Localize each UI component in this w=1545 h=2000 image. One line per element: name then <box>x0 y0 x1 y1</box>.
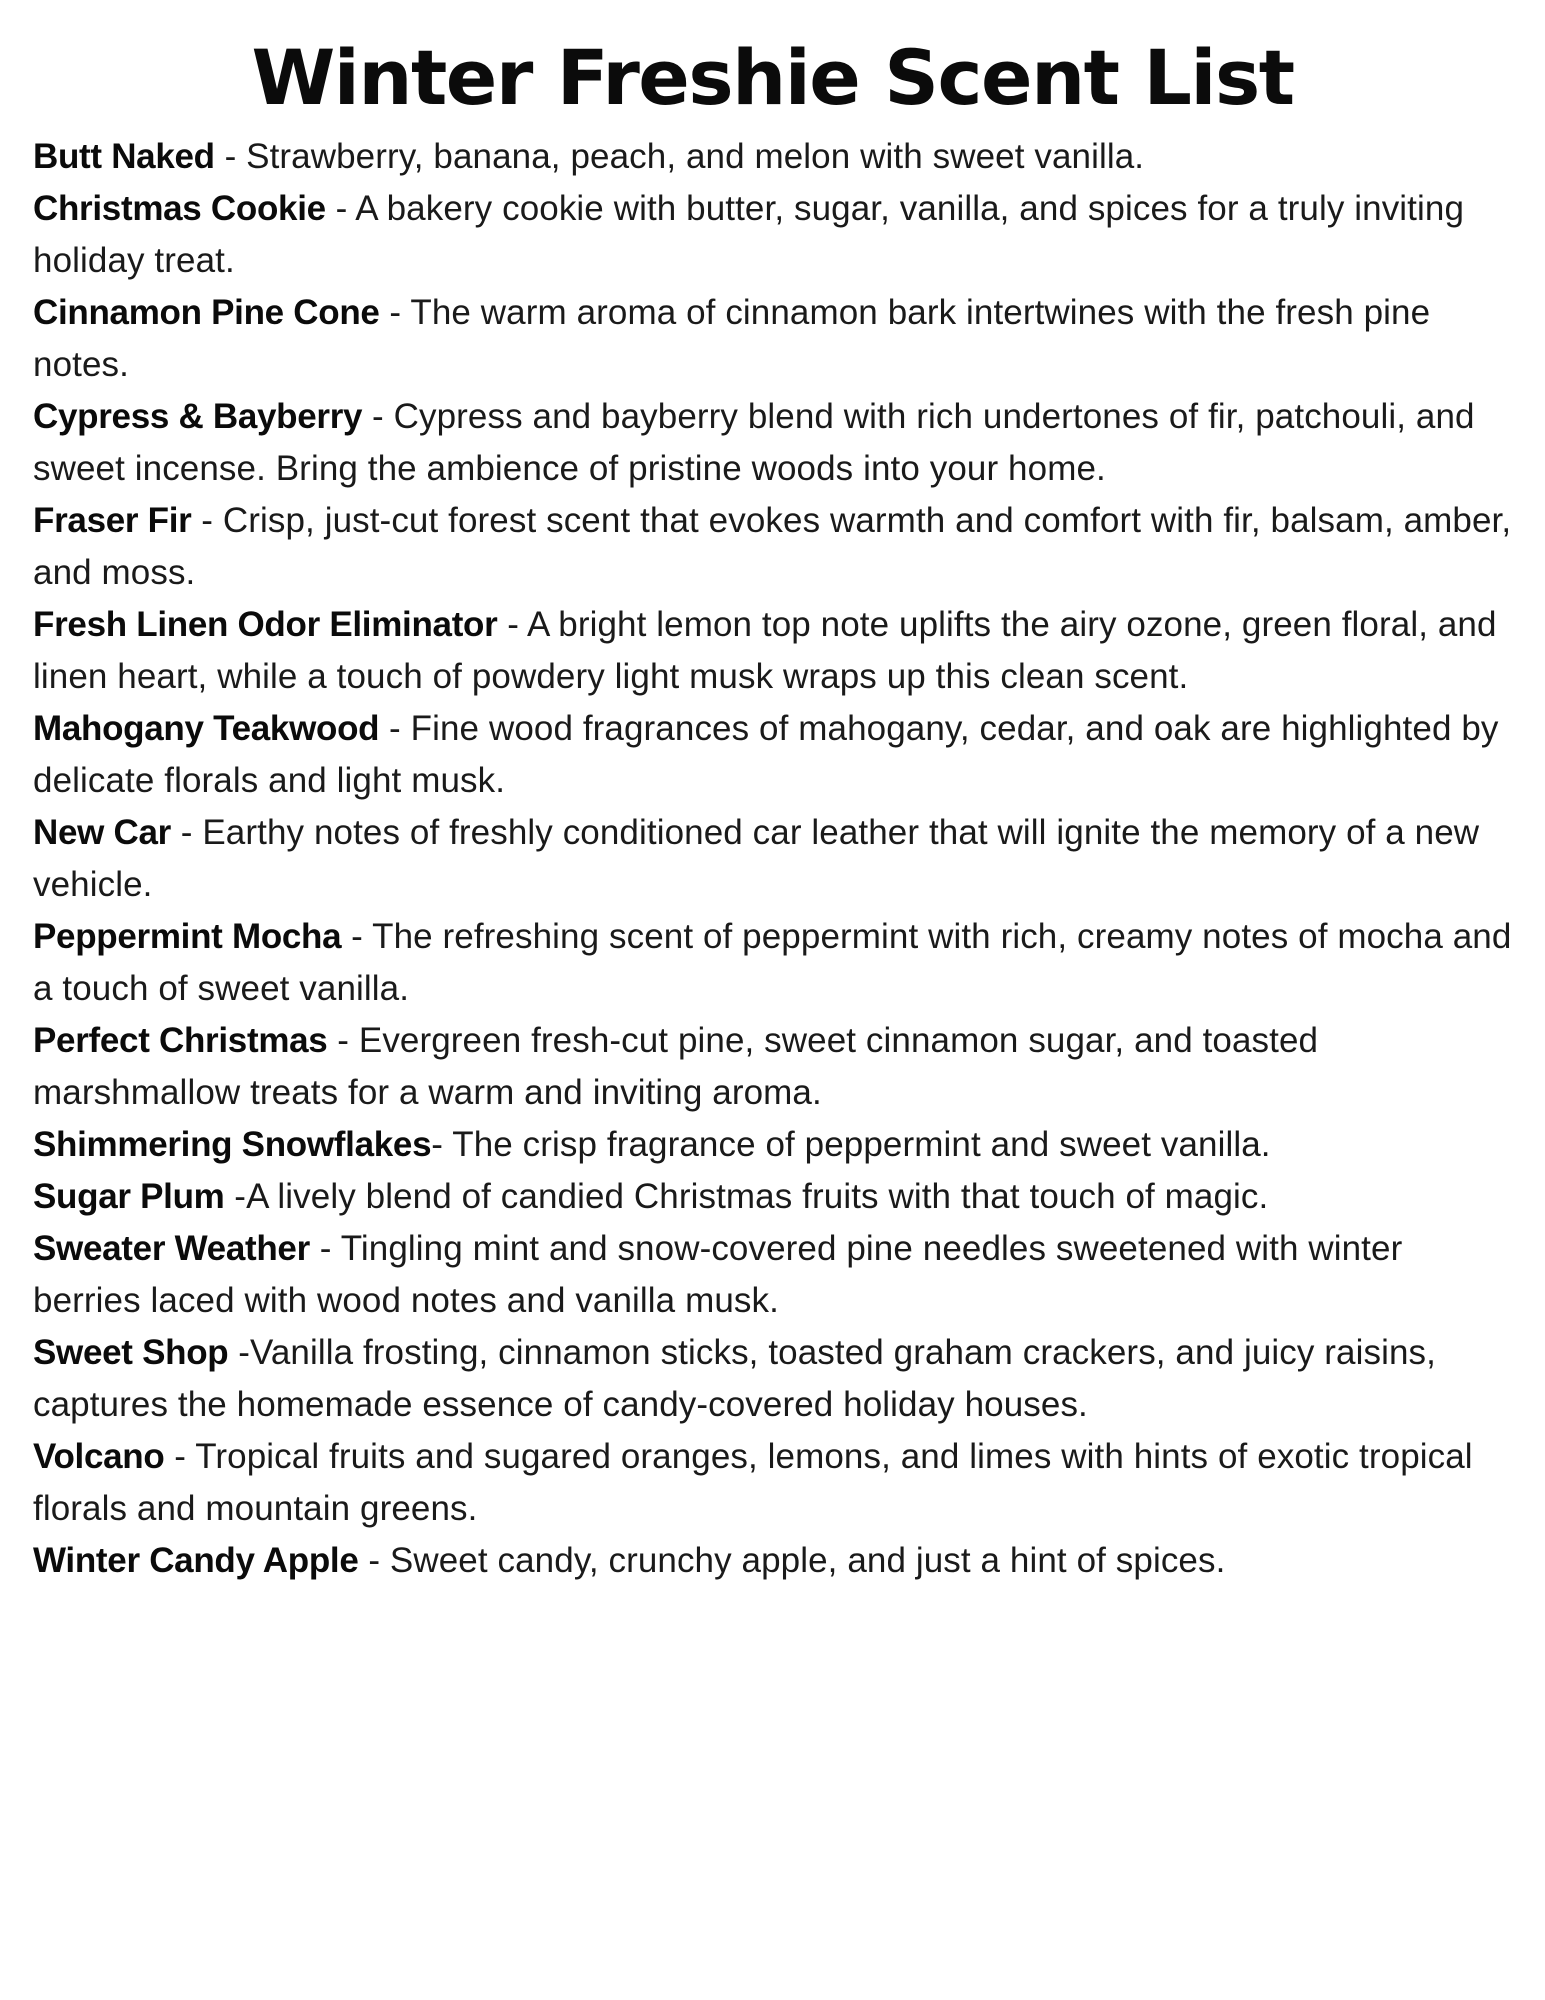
scent-entry <box>33 131 1512 183</box>
scent-entry <box>33 1327 1512 1431</box>
scent-description: The warm aroma of cinnamon bark intertwines with the fresh pine notes. <box>33 293 1431 385</box>
scent-entry <box>33 703 1512 807</box>
scent-description: A bakery cookie with butter, sugar, vanilla, and spices for a truly inviting holiday treat. <box>33 189 1465 281</box>
scent-entry <box>33 1119 1512 1171</box>
scent-separator: - <box>341 917 373 957</box>
scent-name: Fraser Fir <box>33 501 192 541</box>
scent-entry <box>33 599 1512 703</box>
scent-description: Tingling mint and snow-covered pine needles sweetened with winter berries laced with wood notes and vanilla musk. <box>33 1229 1403 1321</box>
scent-separator: - <box>358 1541 390 1581</box>
scent-separator: - <box>379 293 411 333</box>
scent-entry <box>33 1431 1512 1535</box>
scent-separator: - <box>431 1125 453 1165</box>
scent-description: Sweet candy, crunchy apple, and just a hint of spices. <box>389 1541 1226 1581</box>
scent-name: Volcano <box>33 1437 165 1477</box>
scent-entry <box>33 391 1512 495</box>
scent-name: Cinnamon Pine Cone <box>33 293 380 333</box>
scent-name: New Car <box>33 813 171 853</box>
scent-description: Fine wood fragrances of mahogany, cedar, and oak are highlighted by delicate florals and light musk. <box>33 709 1499 801</box>
scent-separator: - <box>228 1333 250 1373</box>
scent-name: Sweet Shop <box>33 1333 229 1373</box>
scent-separator: - <box>497 605 527 645</box>
scent-separator: - <box>164 1437 196 1477</box>
scent-separator: - <box>170 813 203 853</box>
scent-name: Perfect Christmas <box>33 1021 328 1061</box>
scent-name: Butt Naked <box>33 137 215 177</box>
scent-separator: - <box>379 709 411 749</box>
scent-name: Cypress & Bayberry <box>33 397 363 437</box>
scent-separator: - <box>325 189 356 229</box>
scent-entry <box>33 1223 1512 1327</box>
scent-description: Strawberry, banana, peach, and melon with sweet vanilla. <box>246 137 1145 177</box>
scent-name: Sugar Plum <box>33 1177 225 1217</box>
scent-description: Cypress and bayberry blend with rich undertones of fir, patchouli, and sweet incense. Bring the ambience of pristine woods into your home. <box>33 397 1475 489</box>
scent-separator: - <box>224 1177 247 1217</box>
scent-description: Evergreen fresh-cut pine, sweet cinnamon sugar, and toasted marshmallow treats for a warm and inviting aroma. <box>33 1021 1319 1113</box>
scent-description: Vanilla frosting, cinnamon sticks, toasted graham crackers, and juicy raisins, captures the homemade essence of candy-covered holiday houses. <box>33 1333 1436 1425</box>
scent-separator: - <box>309 1229 341 1269</box>
scent-list <box>33 131 1512 1587</box>
scent-separator: - <box>327 1021 359 1061</box>
scent-entry <box>33 287 1512 391</box>
scent-description: Earthy notes of freshly conditioned car leather that will ignite the memory of a new vehicle. <box>33 813 1480 905</box>
page-title: Winter Freshie Scent List <box>251 33 1294 122</box>
scent-description: A bright lemon top note uplifts the airy ozone, green floral, and linen heart, while a touch of powdery light musk wraps up this clean scent. <box>33 605 1497 697</box>
scent-entry <box>33 1171 1512 1223</box>
scent-separator: - <box>362 397 394 437</box>
scent-name: Winter Candy Apple <box>33 1541 359 1581</box>
scent-entry <box>33 807 1512 911</box>
scent-separator: - <box>214 137 247 177</box>
scent-entry <box>33 1535 1512 1587</box>
scent-separator: - <box>191 501 223 541</box>
scent-entry <box>33 495 1512 599</box>
scent-description: Tropical fruits and sugared oranges, lemons, and limes with hints of exotic tropical florals and mountain greens. <box>33 1437 1473 1529</box>
scent-description: The refreshing scent of peppermint with rich, creamy notes of mocha and a touch of sweet vanilla. <box>33 917 1512 1009</box>
scent-name: Mahogany Teakwood <box>33 709 380 749</box>
scent-description: Crisp, just-cut forest scent that evokes warmth and comfort with fir, balsam, amber, and moss. <box>33 501 1512 593</box>
scent-entry <box>33 1015 1512 1119</box>
scent-description: The crisp fragrance of peppermint and sweet vanilla. <box>452 1125 1271 1165</box>
scent-name: Peppermint Mocha <box>33 917 342 957</box>
scent-description: A lively blend of candied Christmas fruits with that touch of magic. <box>246 1177 1269 1217</box>
scent-entry <box>33 911 1512 1015</box>
scent-name: Christmas Cookie <box>33 189 326 229</box>
scent-name: Fresh Linen Odor Eliminator <box>33 605 498 645</box>
scent-entry <box>33 183 1512 287</box>
scent-name: Sweater Weather <box>33 1229 310 1269</box>
scent-name: Shimmering Snowflakes <box>33 1125 432 1165</box>
